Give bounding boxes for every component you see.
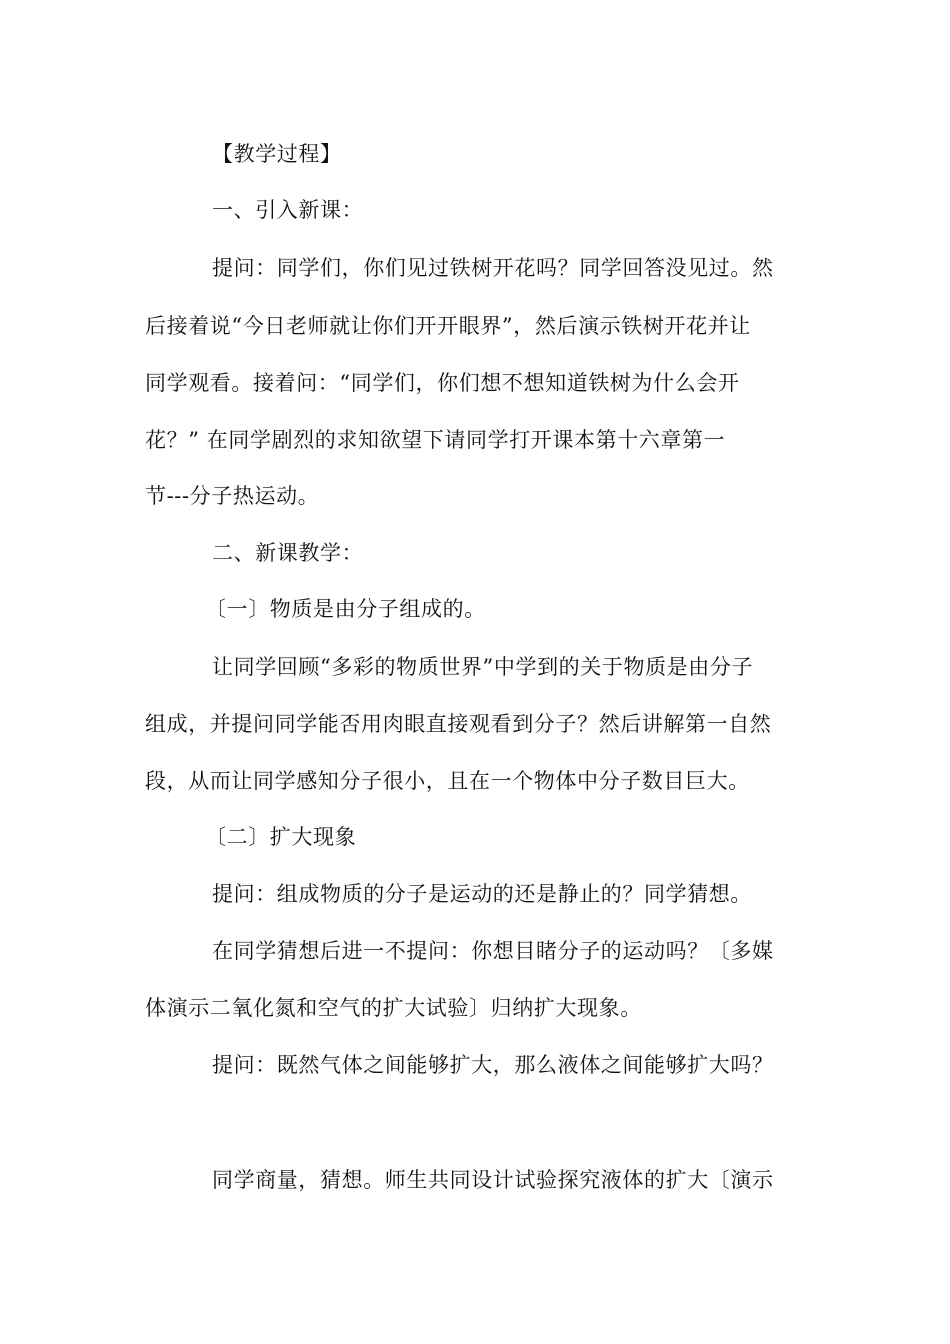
subsection-heading-introduction: 一、引入新课： <box>212 198 364 222</box>
subsection-heading-new-lesson: 二、新课教学： <box>212 541 364 565</box>
paragraph-line: 提问：既然气体之间能够扩大，那么液体之间能够扩大吗？ <box>212 1053 774 1077</box>
paragraph-line: 让同学回顾“多彩的物质世界”中学到的关于物质是由分子 <box>212 655 754 679</box>
paragraph-line: 节---分子热运动。 <box>145 484 320 508</box>
paragraph-line: 提问：组成物质的分子是运动的还是静止的？同学猜想。 <box>212 882 752 906</box>
paragraph-line: 后接着说“今日老师就让你们开开眼界”，然后演示铁树开花并让 <box>145 314 751 338</box>
paragraph-line: 体演示二氧化氮和空气的扩大试验〕归纳扩大现象。 <box>145 996 642 1020</box>
paragraph-line: 同学观看。接着问：“同学们，你们想不想知道铁树为什么会开 <box>145 371 740 395</box>
paragraph-line: 段，从而让同学感知分子很小，且在一个物体中分子数目巨大。 <box>145 769 750 793</box>
paragraph-line: 花？” 在同学剧烈的求知欲望下请同学打开课本第十六章第一 <box>145 428 726 452</box>
subheading-diffusion-phenomenon: 〔二〕扩大现象 <box>205 825 357 849</box>
paragraph-line: 提问：同学们，你们见过铁树开花吗？同学回答没见过。然 <box>212 256 774 280</box>
section-heading-teaching-process: 【教学过程】 <box>212 142 342 166</box>
paragraph-line: 组成，并提问同学能否用肉眼直接观看到分子？然后讲解第一自然 <box>145 712 772 736</box>
paragraph-line: 同学商量，猜想。师生共同设计试验探究液体的扩大〔演示 <box>212 1168 774 1192</box>
paragraph-line: 在同学猜想后进一不提问：你想目睹分子的运动吗？〔多媒 <box>212 939 774 963</box>
subheading-matter-made-of-molecules: 〔一〕物质是由分子组成的。 <box>205 597 486 621</box>
